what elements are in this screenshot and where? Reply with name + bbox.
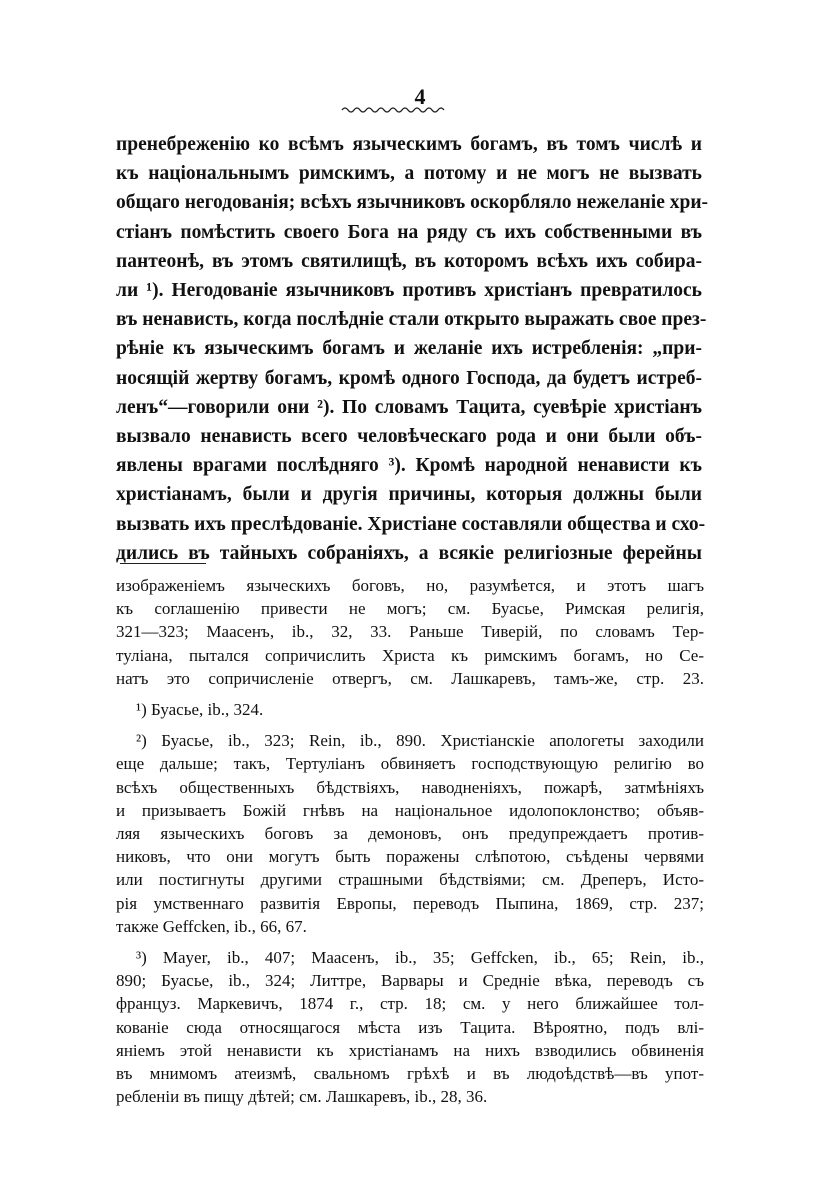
footnote-line: къ соглашенію привести не могъ; см. Буасье, Римская религія, (116, 599, 704, 619)
footnote-separator (120, 563, 206, 564)
footnote-1: ¹) Буасье, ib., 324. (136, 700, 264, 720)
footnote-3-line: 890; Буасье, ib., 324; Литтре, Варвары и Средніе вѣка, переводъ съ (116, 971, 704, 991)
footnote-2-line: ляя языческихъ боговъ за демоновъ, онъ предупреждаетъ против- (116, 824, 704, 844)
body-line: вызвать ихъ преслѣдованіе. Христіане составляли общества и схо- (116, 513, 706, 535)
body-line: къ національнымъ римскимъ, а потому и не могъ не вызвать (116, 163, 702, 185)
body-line: стіанъ помѣстить своего Бога на ряду съ ихъ собственными въ (116, 221, 702, 243)
footnote-2-line: и призываетъ Божій гнѣвъ на національное идолопоклонство; объяв- (116, 800, 704, 820)
footnote-2-line: еще дальше; такъ, Тертуліанъ обвиняетъ господствующую религію во (116, 754, 704, 774)
footnote-line: натъ это сопричисленіе отвергъ, см. Лашкаревъ, тамъ-же, стр. 23. (116, 668, 704, 688)
footnote-2-line: ²) Буасье, ib., 323; Rein, ib., 890. Христіанскіе апологеты заходили (136, 731, 704, 751)
footnote-line: 321—323; Маасенъ, ib., 32, 33. Раньше Тиверій, по словамъ Тер- (116, 622, 704, 642)
footnote-2-line: также Geffcken, ib., 66, 67. (116, 916, 307, 936)
footnote-line: изображеніемъ языческихъ боговъ, но, разумѣется, и этотъ шагъ (116, 576, 704, 595)
body-line: рѣніе къ языческимъ богамъ и желаніе ихъ истребленія: „при- (116, 338, 702, 360)
body-line: ли ¹). Негодованіе язычниковъ противъ христіанъ превратилось (116, 280, 702, 302)
body-line: пантеонѣ, въ этомъ святилищѣ, въ которомъ всѣхъ ихъ собира- (116, 250, 702, 272)
wavy-ornament (340, 104, 450, 114)
body-line: пренебреженію ко всѣмъ языческимъ богамъ, въ томъ числѣ и (116, 134, 702, 155)
footnote-3-line: ³) Mayer, ib., 407; Маасенъ, ib., 35; Geffcken, ib., 65; Rein, ib., (136, 948, 704, 968)
footnote-3-line: француз. Маркевичъ, 1874 г., стр. 18; см. у него ближайшее тол- (116, 994, 704, 1014)
body-line: христіанамъ, были и другія причины, которыя должны были (116, 484, 702, 506)
page-number: 4 (414, 84, 426, 109)
footnote-3-line: кованіе сюда относящагося мѣста изъ Тацита. Вѣроятно, подъ влі- (116, 1017, 704, 1037)
body-text (116, 130, 709, 568)
body-line: общаго негодованія; всѣхъ язычниковъ оскорбляло нежеланіе хри- (116, 192, 709, 214)
body-line: носящій жертву богамъ, кромѣ одного Господа, да будетъ истреб- (116, 367, 702, 389)
body-line: дились въ тайныхъ собраніяхъ, а всякіе религіозные ферейны (116, 542, 702, 564)
footnote-2-line: рія умственнаго развитія Европы, переводъ Пыпина, 1869, стр. 237; (116, 893, 704, 913)
footnotes (116, 574, 704, 1108)
footnote-2-line: всѣхъ общественныхъ бѣдствіяхъ, наводненіяхъ, пожарѣ, затмѣніяхъ (116, 777, 704, 797)
footnote-2-line: или постигнуты другими страшными бѣдствіями; см. Дреперъ, Исто- (116, 870, 704, 890)
body-line: ленъ“—говорили они ²). По словамъ Тацита, суевѣріе христіанъ (116, 396, 702, 418)
footnote-3-line: въ мнимомъ атеизмѣ, свальномъ грѣхѣ и въ людоѣдствѣ—въ упот- (116, 1064, 704, 1084)
body-line: вызвало ненависть всего человѣческаго рода и они были объ- (116, 426, 702, 448)
footnote-3-line: яніемъ этой ненависти къ христіанамъ на нихъ взводились обвиненія (116, 1040, 704, 1060)
footnote-line: туліана, пытался сопричислить Христа къ римскимъ богамъ, но Се- (116, 645, 704, 665)
footnote-2-line: никовъ, что они могутъ быть поражены слѣпотою, съѣдены червями (116, 847, 704, 867)
footnote-3-line: ребленіи въ пищу дѣтей; см. Лашкаревъ, ib., 28, 36. (116, 1087, 488, 1107)
body-line: въ ненависть, когда послѣдніе стали открыто выражать свое през- (116, 309, 707, 331)
body-line: явлены врагами послѣдняго ³). Кромѣ народной ненависти къ (116, 455, 702, 477)
